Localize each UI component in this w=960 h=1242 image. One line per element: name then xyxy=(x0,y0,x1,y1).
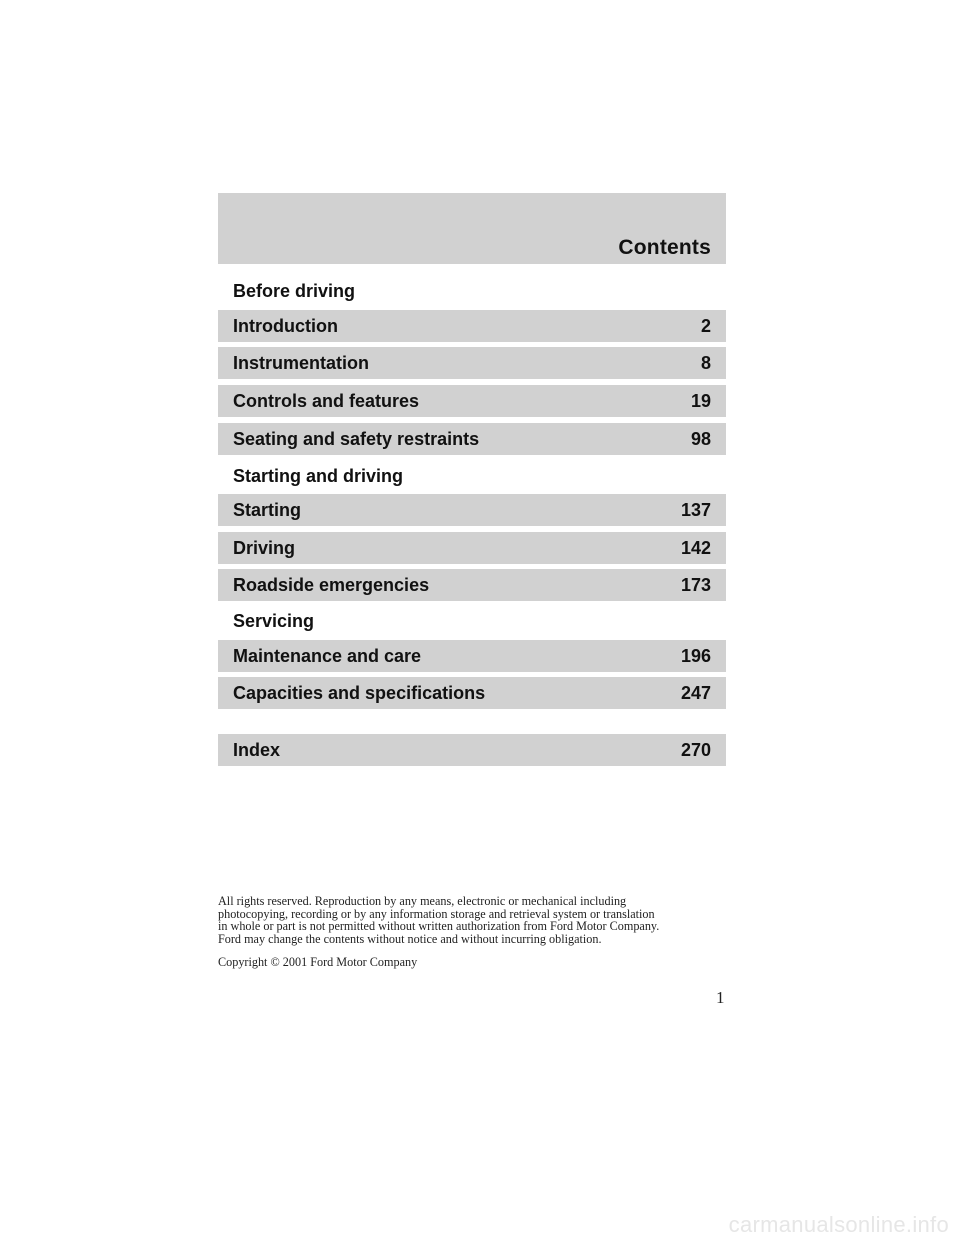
toc-item-label: Capacities and specifications xyxy=(233,683,486,703)
toc-item-page: 98 xyxy=(690,429,711,449)
toc-item-roadside-emergencies[interactable] xyxy=(218,569,726,601)
copyright-notice: Copyright © 2001 Ford Motor Company xyxy=(218,955,418,969)
toc-item-page: 142 xyxy=(680,538,711,558)
toc-item-introduction[interactable] xyxy=(218,310,726,342)
page-title: Contents xyxy=(618,236,711,259)
page-number: 1 xyxy=(716,988,725,1007)
legal-line: All rights reserved. Reproduction by any means, electronic or mechanical including xyxy=(218,894,627,908)
toc-item-page: 2 xyxy=(700,316,711,336)
contents-header-band xyxy=(218,193,726,264)
toc-item-page: 8 xyxy=(700,353,711,373)
section-heading-servicing: Servicing xyxy=(233,611,315,631)
toc-item-label: Seating and safety restraints xyxy=(233,429,480,449)
toc-item-seating-and-safety-restraints[interactable] xyxy=(218,423,726,455)
legal-notice xyxy=(218,895,738,945)
toc-item-label: Introduction xyxy=(233,316,338,336)
toc-item-page: 270 xyxy=(680,740,711,760)
toc-item-page: 137 xyxy=(680,500,711,520)
toc-item-page: 173 xyxy=(680,575,711,595)
toc-item-label: Index xyxy=(233,740,281,760)
toc-item-label: Roadside emergencies xyxy=(233,575,430,595)
section-heading-starting-and-driving: Starting and driving xyxy=(233,466,404,486)
legal-line: in whole or part is not permitted without written authorization from Ford Motor Company. xyxy=(218,919,660,933)
toc-item-label: Starting xyxy=(233,500,302,520)
toc-item-label: Maintenance and care xyxy=(233,646,422,666)
toc-item-index[interactable] xyxy=(218,734,726,766)
toc-item-instrumentation[interactable] xyxy=(218,347,726,379)
toc-item-label: Controls and features xyxy=(233,391,420,411)
toc-item-driving[interactable] xyxy=(218,532,726,564)
toc-item-label: Instrumentation xyxy=(233,353,370,373)
toc-item-controls-and-features[interactable] xyxy=(218,385,726,417)
toc-item-page: 247 xyxy=(680,683,711,703)
toc-item-capacities-and-specifications[interactable] xyxy=(218,677,726,709)
watermark-text: carmanualsonline.info xyxy=(728,1212,949,1237)
toc-item-starting[interactable] xyxy=(218,494,726,526)
toc-item-page: 196 xyxy=(680,646,711,666)
section-heading-before-driving: Before driving xyxy=(233,281,356,301)
legal-line: Ford may change the contents without notice and without incurring obligation. xyxy=(218,931,602,946)
toc-item-label: Driving xyxy=(233,538,296,558)
toc-item-page: 19 xyxy=(690,391,711,411)
legal-line: photocopying, recording or by any information storage and retrieval system or translation xyxy=(218,906,655,921)
toc-item-maintenance-and-care[interactable] xyxy=(218,640,726,672)
